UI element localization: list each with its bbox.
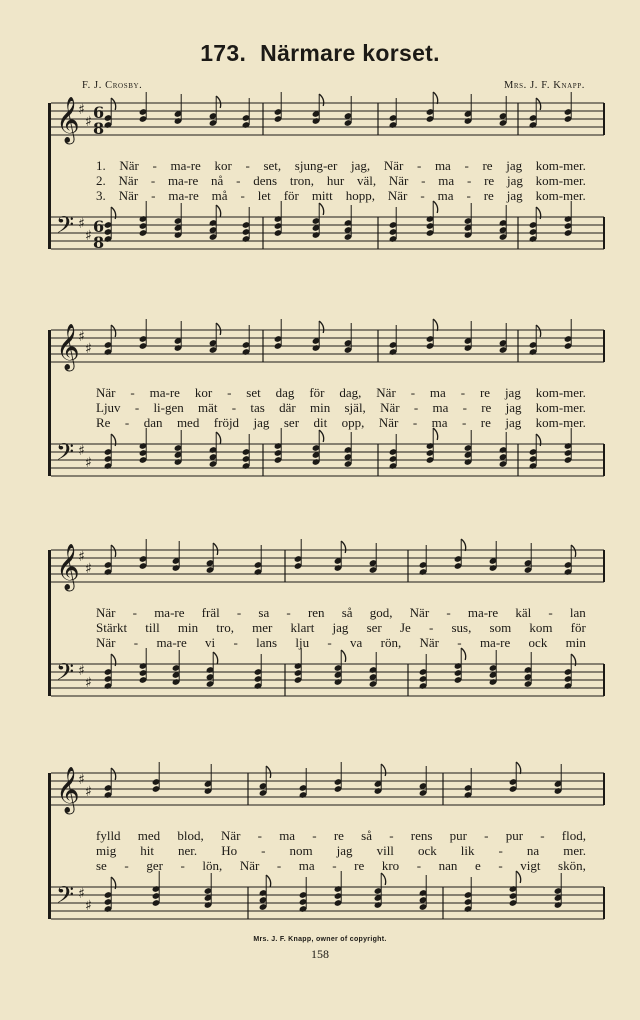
lyric-syllable: jag [506,158,523,173]
lyric-line-verse-1 [96,829,586,842]
lyric-syllable: mig [96,843,117,858]
note-flag [516,762,521,774]
lyric-syllable: kom [529,620,553,635]
time-signature-bottom: 8 [93,233,105,252]
lyric-syllable: dag, [339,385,362,400]
note-flag [216,323,221,335]
lyric-syllable: - [332,858,337,873]
treble-staff [51,97,604,145]
sharp-icon: ♯ [85,898,92,914]
lyric-syllable: fräl [201,605,220,620]
lyric-syllable: tas [250,400,265,415]
note-flag [433,319,438,331]
system-bracket [48,550,51,696]
sharp-icon: ♯ [85,561,92,577]
lyric-syllable: - [227,385,232,400]
lyric-syllable: - [466,188,471,203]
lyric-syllable: god, [369,605,393,620]
lyric-syllable: När [387,188,408,203]
lyric-syllable: - [466,173,472,188]
music-staff-system-3 [48,542,604,727]
lyric-syllable: ma-re [479,635,511,650]
lyric-syllable: må [211,188,228,203]
lyric-syllable: - [124,858,129,873]
note-flag [111,545,116,557]
lyric-syllable: - [245,158,250,173]
lyricist-credit: F. J. Crosby. [82,80,143,91]
lyric-syllable: nan [438,858,458,873]
lyric-syllable: - [413,400,419,415]
lyric-syllable: jag [336,843,353,858]
lyric-syllable: - [152,158,157,173]
bass-staff [51,658,604,696]
lyric-syllable: ser [283,415,300,430]
note-flag [433,92,438,104]
lyric-syllable: 2. [96,173,106,188]
lyric-syllable: ma [432,400,449,415]
lyric-syllable: När [96,385,116,400]
lyric-syllable: Ljuv [96,400,121,415]
lyric-syllable: skön, [558,858,586,873]
sharp-icon: ♯ [85,114,92,130]
lyric-syllable: e [474,858,481,873]
treble-clef-icon: 𝄞 [56,324,80,370]
lyric-syllable: nom [289,843,313,858]
sharp-icon: ♯ [78,329,85,345]
lyric-syllable: - [428,620,434,635]
lyric-syllable: - [457,635,462,650]
lyric-syllable: - [389,828,394,843]
sharp-icon: ♯ [85,784,92,800]
lyric-syllable: - [421,173,426,188]
lyric-syllable: tron, [289,173,315,188]
lyric-syllable: mitt [311,188,333,203]
lyric-syllable: dag [275,385,295,400]
system-1 [48,95,604,280]
sharp-icon: ♯ [78,216,85,232]
hymn-number: 173. [200,40,247,66]
lyric-syllable: ock [417,843,437,858]
lyric-syllable: - [133,635,139,650]
lyric-syllable: När [96,605,116,620]
lyric-syllable: - [240,188,245,203]
lyric-syllable: - [498,843,503,858]
lyric-syllable: kor [214,158,232,173]
lyric-syllable: lön, [202,858,223,873]
lyric-syllable: lju [295,635,310,650]
lyric-syllable: ma [434,158,451,173]
lyric-syllable: jag, [351,158,371,173]
lyric-syllable: - [134,400,140,415]
lyric-syllable: tro, [216,620,234,635]
lyric-syllable: mät [198,400,218,415]
lyric-syllable: hit [140,843,154,858]
lyric-syllable: När [96,635,116,650]
lyric-syllable: fröjd [213,415,240,430]
treble-clef-icon: 𝄞 [56,767,80,813]
lyric-syllable: mer. [563,843,586,858]
lyric-syllable: min [177,620,199,635]
lyric-syllable: vill [376,843,394,858]
lyric-syllable: - [446,605,451,620]
lyric-syllable: själ, [344,400,366,415]
time-signature-bottom: 8 [93,119,105,138]
lyric-syllable: ren [307,605,325,620]
lyric-syllable: där [279,400,296,415]
bass-clef-icon: 𝄢 [56,658,75,691]
lyric-syllable: till [145,620,160,635]
lyric-syllable: - [124,415,130,430]
note-flag [319,94,324,106]
lyric-line-verse-3 [96,416,586,429]
note-flag [266,766,271,778]
lyric-syllable: min [310,400,331,415]
lyric-syllable: na [526,843,540,858]
lyric-syllable: Stärkt [96,620,128,635]
lyric-syllable: jag [505,415,522,430]
treble-notes [104,92,573,129]
lyric-syllable: - [233,635,238,650]
lyric-syllable: re [333,828,344,843]
lyric-line-verse-1 [96,159,586,172]
note-flag [341,541,346,553]
treble-clef-icon: 𝄞 [56,544,80,590]
lyric-line-verse-2 [96,174,586,187]
lyric-syllable: - [461,415,467,430]
note-flag [111,98,116,110]
lyric-syllable: med [176,415,200,430]
treble-staff [51,324,604,372]
lyric-line-verse-1 [96,386,586,399]
lyric-syllable: hopp, [345,188,375,203]
bass-staff [51,211,604,252]
bass-clef-icon: 𝄢 [56,211,75,244]
sharp-icon: ♯ [85,455,92,471]
sharp-icon: ♯ [78,772,85,788]
bass-clef-icon: 𝄢 [56,881,75,914]
lyric-syllable: kom-mer. [535,188,586,203]
lyric-syllable: hur [326,173,345,188]
lyric-syllable: flod, [561,828,586,843]
lyric-syllable: - [462,400,467,415]
lyric-syllable: - [410,385,416,400]
treble-notes [104,762,563,799]
lyric-syllable: re [479,385,491,400]
lyric-syllable: - [276,858,282,873]
note-flag [111,325,116,337]
lyric-syllable: jag [506,173,523,188]
lyric-syllable: käl [515,605,532,620]
lyric-syllable: lik [460,843,475,858]
lyric-syllable: - [132,605,138,620]
note-flag [319,430,324,442]
lyric-syllable: ma [279,828,296,843]
bass-clef-icon: 𝄢 [56,438,75,471]
system-bracket [48,330,51,476]
note-flag [319,203,324,215]
lyric-syllable: set [246,385,261,400]
lyric-syllable: - [180,858,185,873]
lyric-syllable: Re [96,415,111,430]
lyric-syllable: När [383,158,404,173]
lyric-syllable: rön, [380,635,402,650]
lyric-syllable: Ho [221,843,238,858]
lyric-syllable: När [388,173,409,188]
time-signature-top: 6 [93,217,105,236]
hymn-title: Närmare korset. [260,40,440,66]
lyric-syllable: - [416,858,422,873]
note-flag [216,432,221,444]
lyric-syllable: för [283,188,299,203]
lyric-syllable: va [350,635,363,650]
lyric-syllable: När [119,158,139,173]
lyric-syllable: När [376,385,396,400]
lyric-syllable: opp, [341,415,365,430]
lyric-syllable: pur [449,828,467,843]
lyric-syllable: kom-mer. [535,173,586,188]
lyric-syllable: ner. [178,843,198,858]
hymn-title-row [0,40,640,67]
lyric-syllable: re [482,158,493,173]
lyric-syllable: När [378,415,399,430]
note-flag [381,764,386,776]
lyric-syllable: med [137,828,161,843]
lyric-syllable: se [96,858,107,873]
lyric-syllable: - [548,605,553,620]
bass-staff [51,881,604,919]
lyric-syllable: ma [298,858,315,873]
composer-credit: Mrs. J. F. Knapp. [503,80,585,91]
sharp-icon: ♯ [85,675,92,691]
lyric-syllable: - [150,173,156,188]
note-flag [266,875,271,887]
lyric-syllable: kor [194,385,213,400]
lyric-syllable: ma-re [168,188,199,203]
lyric-syllable: - [420,188,425,203]
lyric-syllable: 1. [96,158,106,173]
lyric-line-verse-3 [96,189,586,202]
lyric-line-verse-2 [96,401,586,414]
sharp-icon: ♯ [85,228,92,244]
sharp-icon: ♯ [78,102,85,118]
treble-staff [51,544,604,592]
lyric-syllable: kro [381,858,400,873]
lyric-syllable: ser [366,620,382,635]
note-flag [341,650,346,662]
lyric-syllable: - [484,828,489,843]
lyric-syllable: När [409,605,430,620]
lyric-syllable: rens [410,828,433,843]
lyric-syllable: ma-re [149,385,180,400]
lyric-syllable: Je [399,620,411,635]
lyric-line-verse-3 [96,859,586,872]
lyric-syllable: re [354,858,365,873]
lyric-line-verse-2 [96,621,586,634]
lyric-syllable: - [327,635,332,650]
note-flag [213,652,218,664]
lyric-syllable: så [361,828,372,843]
lyric-syllable: - [286,605,291,620]
time-signature-top: 6 [93,103,105,122]
lyric-syllable: ock [528,635,548,650]
lyric-syllable: set, [263,158,282,173]
lyric-syllable: klart [290,620,315,635]
lyric-syllable: så [341,605,353,620]
system-3 [48,542,604,727]
lyric-syllable: väl, [356,173,377,188]
lyric-syllable: sus, [451,620,472,635]
lyric-syllable: kom-mer. [535,158,586,173]
lyric-syllable: När [118,188,139,203]
lyric-line-verse-1 [96,606,586,619]
lyric-syllable: När [220,828,241,843]
sharp-icon: ♯ [78,549,85,565]
note-flag [536,98,541,110]
system-2 [48,322,604,507]
lyric-line-verse-2 [96,844,586,857]
lyric-syllable: lans [256,635,278,650]
lyric-syllable: - [236,173,241,188]
system-4 [48,765,604,950]
lyric-syllable: min [565,635,586,650]
note-flag [111,768,116,780]
note-flag [216,205,221,217]
lyric-syllable: När [380,400,400,415]
lyric-syllable: re [481,400,492,415]
lyric-syllable: jag [253,415,270,430]
lyric-syllable: ma [429,385,446,400]
lyric-syllable: fylld [96,828,121,843]
note-flag [461,648,466,660]
lyric-syllable: - [130,385,135,400]
lyric-syllable: 3. [96,188,106,203]
lyric-syllable: När [239,858,260,873]
treble-notes [104,539,576,576]
lyric-syllable: re [484,173,495,188]
lyric-syllable: När [419,635,439,650]
lyric-syllable: jag [505,400,522,415]
lyric-syllable: - [416,158,422,173]
treble-notes [104,319,573,356]
lyric-syllable: ger [146,858,163,873]
lyric-syllable: - [498,858,503,873]
bass-notes [104,871,563,913]
bass-notes [104,428,573,470]
lyric-syllable: kom-mer. [535,385,586,400]
lyric-syllable: - [257,828,262,843]
lyric-syllable: - [464,158,469,173]
lyric-syllable: - [151,188,156,203]
lyric-syllable: - [312,828,317,843]
lyric-syllable: ma-re [170,158,201,173]
lyric-syllable: kom-mer. [535,400,586,415]
lyric-syllable: När [118,173,139,188]
lyric-syllable: jag [332,620,349,635]
bass-notes [104,648,576,690]
treble-staff [51,767,604,815]
treble-clef-icon: 𝄞 [56,97,80,143]
lyric-syllable: för [570,620,586,635]
lyric-syllable: lan [569,605,586,620]
lyric-syllable: nå [211,173,224,188]
lyric-syllable: jag [506,188,523,203]
lyric-syllable: mer [252,620,273,635]
lyric-syllable: ma [431,415,448,430]
sharp-icon: ♯ [78,663,85,679]
lyric-syllable: dan [143,415,163,430]
lyric-syllable: sjung-er [294,158,338,173]
sharp-icon: ♯ [78,886,85,902]
lyric-syllable: sa [258,605,270,620]
lyric-syllable: som [489,620,512,635]
lyric-syllable: ma-re [156,635,187,650]
lyric-syllable: let [257,188,271,203]
system-bracket [48,103,51,249]
bass-staff [51,438,604,476]
lyric-syllable: vi [205,635,216,650]
lyric-syllable: kom-mer. [535,415,586,430]
note-flag [319,321,324,333]
lyric-syllable: vigt [520,858,541,873]
note-flag [381,873,386,885]
lyric-syllable: för [309,385,325,400]
lyric-syllable: - [261,843,266,858]
lyric-syllable: pur [505,828,524,843]
system-bracket [48,773,51,919]
note-flag [461,539,466,551]
note-flag [571,545,576,557]
note-flag [536,325,541,337]
lyric-syllable: ma [437,188,454,203]
bass-notes [104,201,573,243]
page-number: 158 [311,947,329,961]
lyric-syllable: re [483,188,494,203]
lyric-syllable: ma [438,173,455,188]
copyright-note: Mrs. J. F. Knapp, owner of copyright. [253,936,387,943]
lyric-syllable: jag [504,385,521,400]
lyric-syllable: - [412,415,418,430]
lyric-syllable: - [231,400,237,415]
lyric-syllable: - [540,828,545,843]
lyric-syllable: li-gen [153,400,184,415]
note-flag [213,543,218,555]
sharp-icon: ♯ [78,443,85,459]
lyric-syllable: ma-re [167,173,199,188]
lyric-syllable: dens [253,173,278,188]
lyric-syllable: - [236,605,242,620]
lyric-syllable: - [460,385,466,400]
lyric-syllable: dit [313,415,328,430]
lyric-syllable: ma-re [154,605,185,620]
lyric-line-verse-3 [96,636,586,649]
lyric-syllable: ma-re [467,605,499,620]
lyric-syllable: re [480,415,491,430]
sharp-icon: ♯ [85,341,92,357]
note-flag [216,96,221,108]
lyric-syllable: blod, [177,828,204,843]
